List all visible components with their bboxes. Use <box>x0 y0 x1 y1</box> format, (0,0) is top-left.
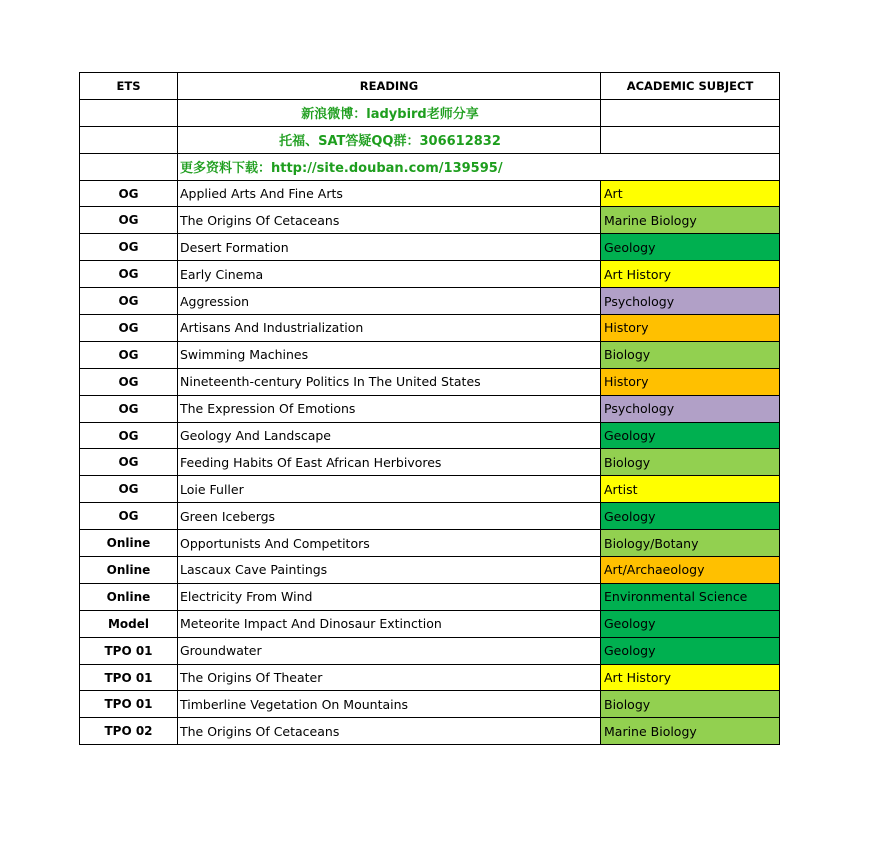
empty-cell[interactable] <box>601 99 780 126</box>
reading-title-cell[interactable]: Timberline Vegetation On Mountains <box>178 691 601 718</box>
ets-source-cell[interactable]: OG <box>80 261 178 288</box>
reading-title-cell[interactable]: Swimming Machines <box>178 341 601 368</box>
ets-source-cell[interactable]: OG <box>80 395 178 422</box>
academic-subject-cell[interactable]: Art <box>601 180 780 207</box>
ets-source-cell[interactable]: Online <box>80 557 178 584</box>
table-row <box>80 503 780 530</box>
table-row <box>80 583 780 610</box>
ets-source-cell[interactable]: OG <box>80 476 178 503</box>
ets-source-cell[interactable]: TPO 02 <box>80 718 178 745</box>
promo-weibo-text[interactable]: 新浪微博：ladybird老师分享 <box>178 99 601 126</box>
table-row <box>80 557 780 584</box>
academic-subject-cell[interactable]: Marine Biology <box>601 718 780 745</box>
academic-subject-cell[interactable]: Art History <box>601 664 780 691</box>
reading-title-cell[interactable]: The Origins Of Theater <box>178 664 601 691</box>
ets-source-cell[interactable]: OG <box>80 315 178 342</box>
academic-subject-cell[interactable]: Geology <box>601 422 780 449</box>
table-row <box>80 422 780 449</box>
ets-source-cell[interactable]: OG <box>80 180 178 207</box>
ets-source-cell[interactable]: Model <box>80 610 178 637</box>
table-row <box>80 718 780 745</box>
promo-qq-text[interactable]: 托福、SAT答疑QQ群：306612832 <box>178 126 601 153</box>
academic-subject-cell[interactable]: Biology <box>601 341 780 368</box>
reading-title-cell[interactable]: Green Icebergs <box>178 503 601 530</box>
reading-title-cell[interactable]: The Origins Of Cetaceans <box>178 718 601 745</box>
academic-subject-cell[interactable]: Biology <box>601 449 780 476</box>
empty-cell[interactable] <box>80 99 178 126</box>
reading-title-cell[interactable]: Artisans And Industrialization <box>178 315 601 342</box>
promo-row-weibo <box>80 99 780 126</box>
reading-title-cell[interactable]: Early Cinema <box>178 261 601 288</box>
ets-source-cell[interactable]: TPO 01 <box>80 691 178 718</box>
table-row <box>80 691 780 718</box>
ets-source-cell[interactable]: OG <box>80 234 178 261</box>
empty-cell[interactable] <box>80 153 178 180</box>
table-row <box>80 476 780 503</box>
academic-subject-cell[interactable]: Geology <box>601 637 780 664</box>
reading-title-cell[interactable]: Applied Arts And Fine Arts <box>178 180 601 207</box>
header-row <box>80 73 780 100</box>
academic-subject-cell[interactable]: Psychology <box>601 288 780 315</box>
ets-source-cell[interactable]: OG <box>80 207 178 234</box>
table-row <box>80 449 780 476</box>
ets-source-cell[interactable]: TPO 01 <box>80 664 178 691</box>
academic-subject-cell[interactable]: History <box>601 315 780 342</box>
reading-title-cell[interactable]: The Expression Of Emotions <box>178 395 601 422</box>
empty-cell[interactable] <box>80 126 178 153</box>
table-row <box>80 610 780 637</box>
academic-subject-cell[interactable]: Geology <box>601 610 780 637</box>
ets-source-cell[interactable]: Online <box>80 530 178 557</box>
empty-cell[interactable] <box>601 126 780 153</box>
ets-source-cell[interactable]: OG <box>80 368 178 395</box>
academic-subject-cell[interactable]: Artist <box>601 476 780 503</box>
reading-title-cell[interactable]: Meteorite Impact And Dinosaur Extinction <box>178 610 601 637</box>
table-row <box>80 341 780 368</box>
academic-subject-cell[interactable]: Geology <box>601 234 780 261</box>
table-row <box>80 288 780 315</box>
ets-source-cell[interactable]: OG <box>80 341 178 368</box>
header-academic-subject[interactable]: ACADEMIC SUBJECT <box>601 73 780 100</box>
table-row <box>80 368 780 395</box>
header-ets[interactable]: ETS <box>80 73 178 100</box>
table-row <box>80 234 780 261</box>
table-row <box>80 207 780 234</box>
table-row <box>80 395 780 422</box>
academic-subject-cell[interactable]: Environmental Science <box>601 583 780 610</box>
ets-source-cell[interactable]: OG <box>80 288 178 315</box>
ets-source-cell[interactable]: OG <box>80 449 178 476</box>
reading-title-cell[interactable]: Opportunists And Competitors <box>178 530 601 557</box>
ets-source-cell[interactable]: TPO 01 <box>80 637 178 664</box>
academic-subject-cell[interactable]: Geology <box>601 503 780 530</box>
academic-subject-cell[interactable]: Art/Archaeology <box>601 557 780 584</box>
reading-title-cell[interactable]: Aggression <box>178 288 601 315</box>
reading-title-cell[interactable]: Lascaux Cave Paintings <box>178 557 601 584</box>
academic-subject-cell[interactable]: Marine Biology <box>601 207 780 234</box>
promo-row-qq <box>80 126 780 153</box>
table-row <box>80 180 780 207</box>
ets-source-cell[interactable]: OG <box>80 503 178 530</box>
reading-title-cell[interactable]: The Origins Of Cetaceans <box>178 207 601 234</box>
reading-title-cell[interactable]: Groundwater <box>178 637 601 664</box>
table-row <box>80 315 780 342</box>
reading-title-cell[interactable]: Desert Formation <box>178 234 601 261</box>
reading-title-cell[interactable]: Loie Fuller <box>178 476 601 503</box>
ets-source-cell[interactable]: Online <box>80 583 178 610</box>
table-row <box>80 261 780 288</box>
reading-subject-table <box>79 72 780 745</box>
reading-title-cell[interactable]: Feeding Habits Of East African Herbivores <box>178 449 601 476</box>
table-row <box>80 664 780 691</box>
academic-subject-cell[interactable]: History <box>601 368 780 395</box>
academic-subject-cell[interactable]: Art History <box>601 261 780 288</box>
table-row <box>80 637 780 664</box>
reading-title-cell[interactable]: Electricity From Wind <box>178 583 601 610</box>
academic-subject-cell[interactable]: Biology <box>601 691 780 718</box>
reading-title-cell[interactable]: Nineteenth-century Politics In The United States <box>178 368 601 395</box>
table-body <box>80 99 780 744</box>
academic-subject-cell[interactable]: Psychology <box>601 395 780 422</box>
promo-row-download <box>80 153 780 180</box>
ets-source-cell[interactable]: OG <box>80 422 178 449</box>
header-reading[interactable]: READING <box>178 73 601 100</box>
reading-title-cell[interactable]: Geology And Landscape <box>178 422 601 449</box>
promo-download-text[interactable]: 更多资料下载：http://site.douban.com/139595/ <box>178 153 780 180</box>
academic-subject-cell[interactable]: Biology/Botany <box>601 530 780 557</box>
table-row <box>80 530 780 557</box>
